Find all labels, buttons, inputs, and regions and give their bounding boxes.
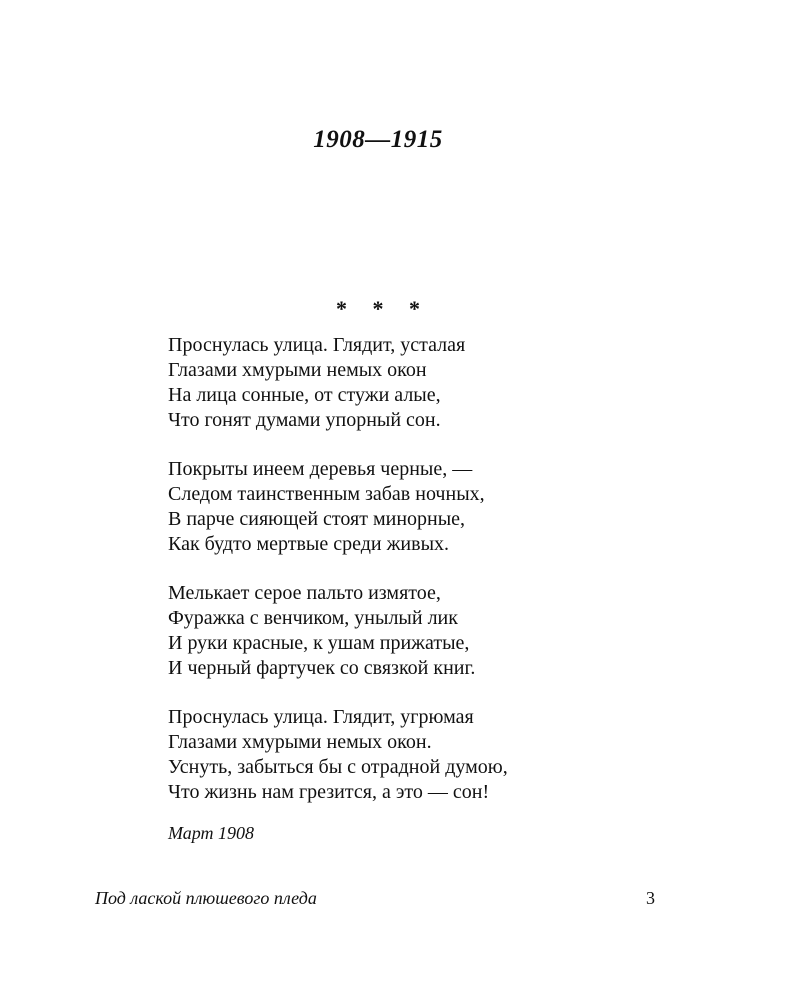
poem-stanza — [168, 705, 668, 805]
poem-line: Мелькает серое пальто измятое, — [168, 582, 441, 604]
poem-stanza — [168, 581, 668, 681]
poem-asterisk-separator: * * * — [336, 296, 430, 321]
poem-line: Покрыты инеем деревья черные, — — [168, 458, 473, 480]
poem-line: И черный фартучек со связкой книг. — [168, 657, 476, 679]
poem-line: Что жизнь нам грезится, а это — сон! — [168, 781, 490, 803]
poem-line: Что гонят думами упорный сон. — [168, 409, 441, 431]
poem-line: Следом таинственным забав ночных, — [168, 483, 485, 505]
poem-line: Проснулась улица. Глядит, угрюмая — [168, 706, 474, 728]
poem-line: Фуражка с венчиком, унылый лик — [168, 607, 458, 629]
page-number: 3 — [646, 888, 655, 908]
poem-line: Проснулась улица. Глядит, усталая — [168, 334, 466, 356]
poem-line: Глазами хмурыми немых окон. — [168, 731, 432, 753]
poem-line: На лица сонные, от стужи алые, — [168, 384, 441, 406]
poem — [168, 333, 668, 829]
poem-line: Глазами хмурыми немых окон — [168, 359, 427, 381]
poem-date: Март 1908 — [168, 823, 255, 843]
poem-line: И руки красные, к ушам прижатые, — [168, 632, 470, 654]
poem-line: Уснуть, забыться бы с отрадной думою, — [168, 756, 508, 778]
poem-stanza — [168, 333, 668, 433]
poem-line: В парче сияющей стоят минорные, — [168, 508, 466, 530]
poem-stanza — [168, 457, 668, 557]
poem-line: Как будто мертвые среди живых. — [168, 533, 450, 555]
section-title: 1908—1915 — [313, 126, 443, 153]
running-footer-book-title: Под лаской плюшевого пледа — [95, 888, 317, 908]
